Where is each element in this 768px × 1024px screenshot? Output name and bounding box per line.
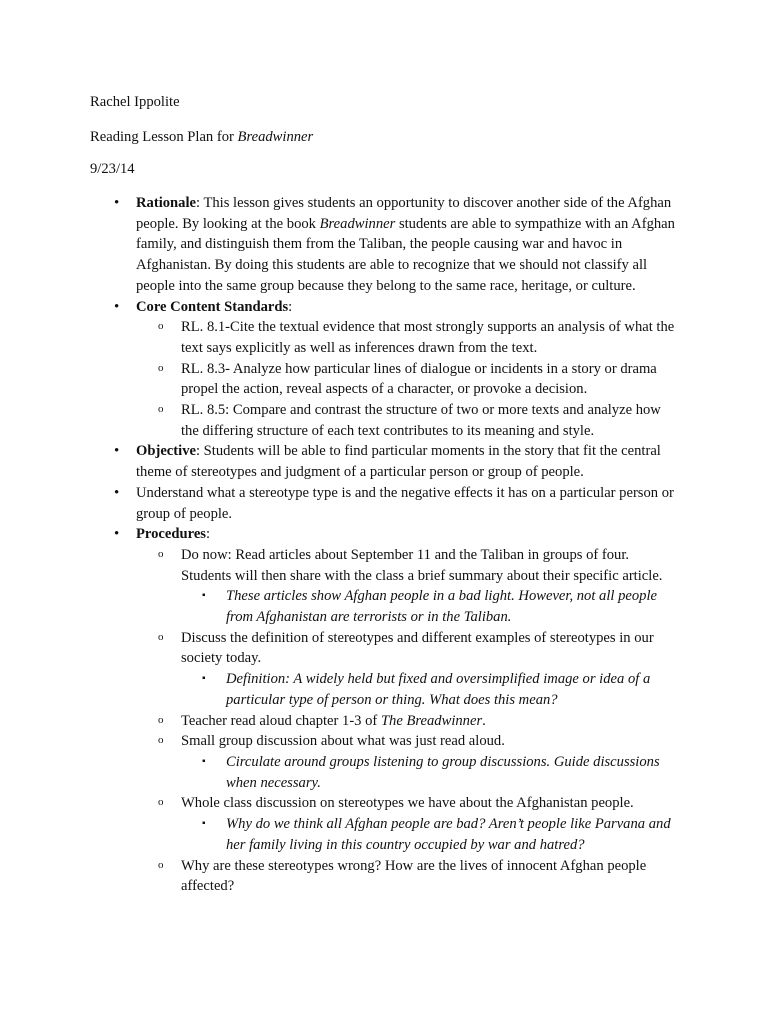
lesson-date: 9/23/14	[90, 161, 135, 177]
procedure-do-now-note: ▪ These articles show Afghan people in a bad light. However, not all people from Afghanistan are terrorists or in the Taliban.	[226, 586, 676, 627]
standard-rl-8-5: o RL. 8.5: Compare and contrast the structure of two or more texts and analyze how the differing structure of each text contributes to its meaning and style.	[181, 400, 676, 441]
procedures-item	[136, 524, 676, 545]
objective-text: : Students will be able to find particular moments in the story that fit the central theme of stereotypes and judgment of a particular person or group of people.	[136, 443, 661, 481]
procedure-discuss-note: ▪ Definition: A widely held but fixed and oversimplified image or idea of a particular type of person or thing. What does this mean?	[226, 669, 676, 710]
standards-colon: :	[288, 298, 293, 315]
lesson-title-prefix: Reading Lesson Plan for	[90, 129, 238, 145]
standards-label: Core Content Standards	[136, 298, 289, 315]
procedures-label: Procedures	[136, 526, 206, 543]
rationale-item	[136, 193, 676, 297]
standards-item	[136, 297, 676, 318]
read-aloud-suffix: .	[482, 712, 486, 729]
lesson-plan-list	[0, 193, 768, 897]
read-aloud-prefix: Teacher read aloud chapter 1-3 of	[181, 712, 381, 729]
lesson-title	[90, 127, 313, 147]
lesson-title-book: Breadwinner	[237, 129, 314, 145]
author-name: Rachel Ippolite	[90, 94, 180, 110]
procedure-read-aloud	[181, 711, 676, 732]
standard-rl-8-3: o RL. 8.3- Analyze how particular lines of dialogue or incidents in a story or drama propel the action, reveal aspects of a character, or provoke a decision.	[181, 359, 676, 400]
procedure-whole-class: o Whole class discussion on stereotypes we have about the Afghanistan people.	[181, 793, 676, 814]
understand-item: • Understand what a stereotype type is and the negative effects it has on a particular person or group of people.	[136, 483, 676, 524]
objective-item	[136, 441, 676, 482]
rationale-text-2: students are able to sympathize with an Afghan family, and distinguish them from the Taliban, the people causing war and havoc in Afghanistan. By doing this students are able to recognize that we should not classify all people into the same group because they belong to the same race, heritage, or culture.	[136, 215, 675, 294]
procedure-small-group-note: ▪ Circulate around groups listening to group discussions. Guide discussions when necessary.	[226, 752, 676, 793]
procedure-do-now: o Do now: Read articles about September 11 and the Taliban in groups of four. Students will then share with the class a brief summary about their specific article.	[181, 545, 676, 586]
procedure-discuss: o Discuss the definition of stereotypes and different examples of stereotypes in our society today.	[181, 628, 676, 669]
procedure-whole-class-note: ▪ Why do we think all Afghan people are bad? Aren’t people like Parvana and her family living in this country occupied by war and hatred?	[226, 814, 676, 855]
standard-rl-8-1: o RL. 8.1-Cite the textual evidence that most strongly supports an analysis of what the text says explicitly as well as inferences drawn from the text.	[181, 317, 676, 358]
procedure-why-wrong: o Why are these stereotypes wrong? How are the lives of innocent Afghan people affected?	[181, 856, 676, 897]
rationale-text-1: : This lesson gives students an opportunity to discover another side of the Afghan people. By looking at the book	[136, 195, 672, 232]
objective-label: Objective	[136, 443, 196, 460]
rationale-book: Breadwinner	[319, 215, 396, 232]
procedures-colon: :	[205, 526, 211, 543]
procedure-small-group: o Small group discussion about what was just read aloud.	[181, 731, 676, 752]
read-aloud-book: The Breadwinner	[380, 712, 483, 729]
rationale-label: Rationale	[136, 195, 196, 211]
